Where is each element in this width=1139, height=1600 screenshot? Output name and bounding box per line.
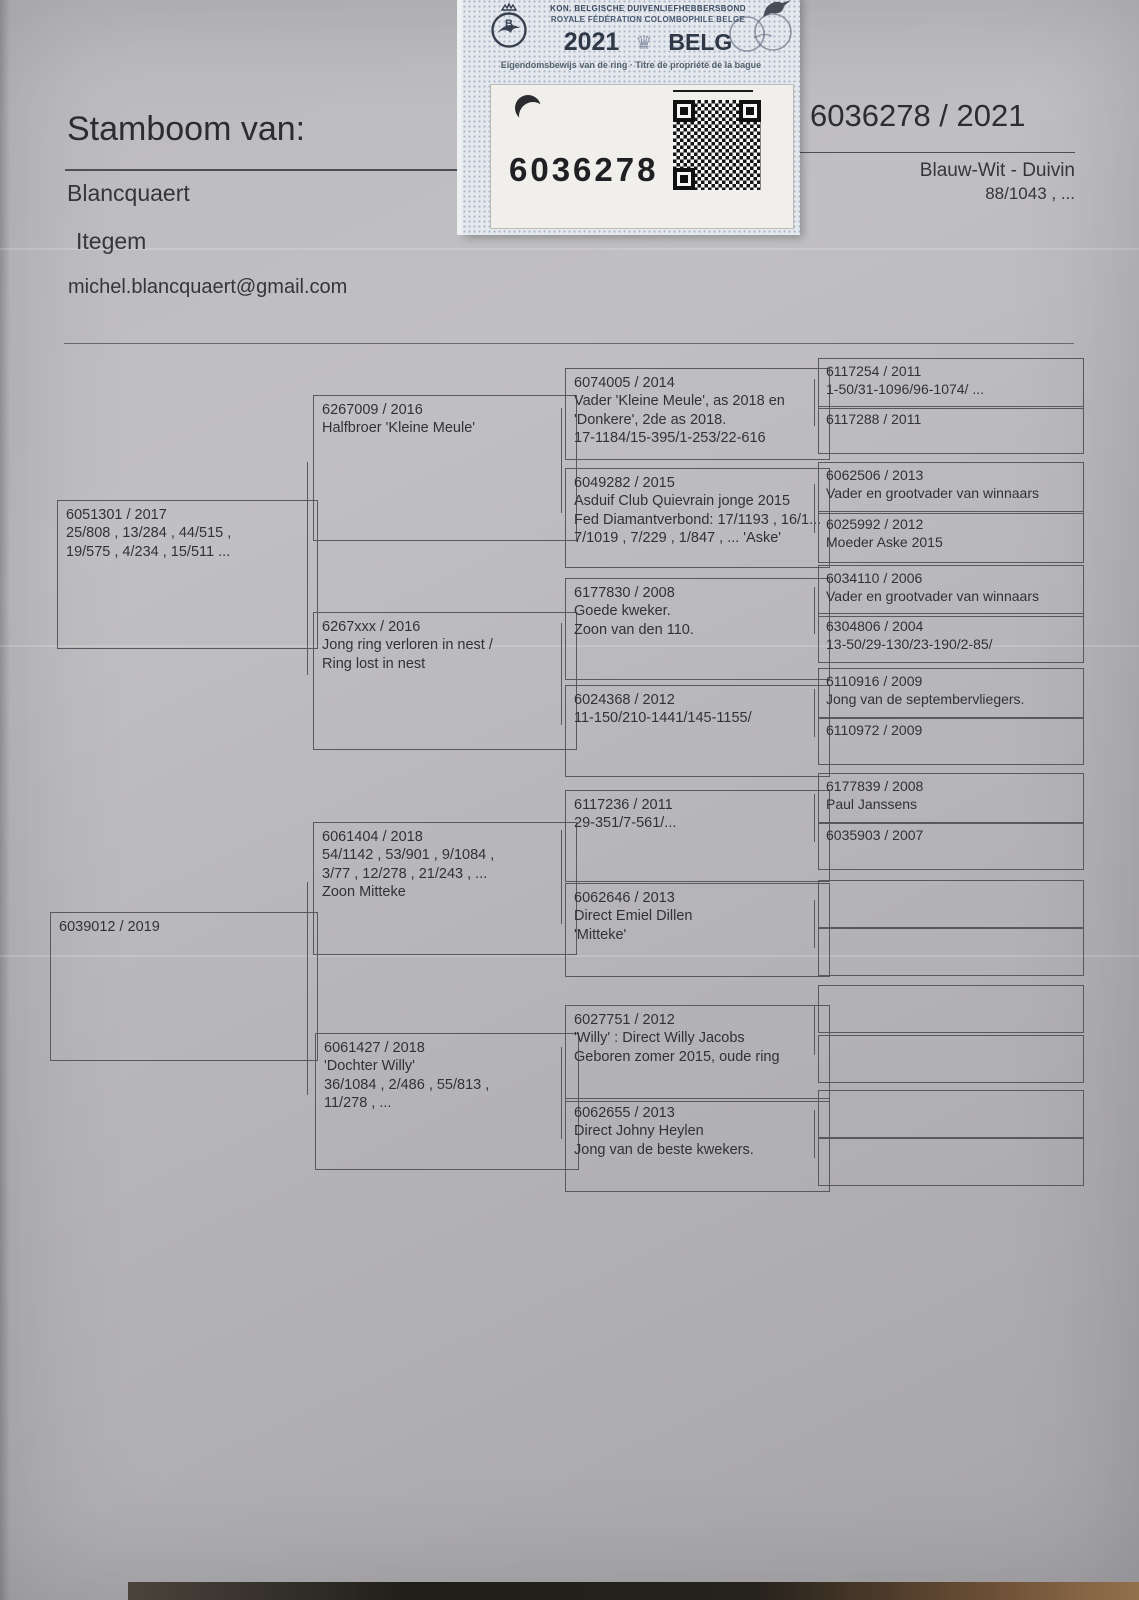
crown-icon: ♛ (635, 31, 653, 54)
pedigree-box-gggp-4: 6025992 / 2012 Moeder Aske 2015 (818, 511, 1084, 563)
punch-hole (515, 95, 541, 121)
svg-text:B: B (505, 18, 513, 30)
bird-color-sex: Blauw-Wit - Duivin (919, 160, 1075, 181)
tree-connector-line (561, 830, 562, 924)
tree-connector-line (814, 900, 815, 948)
pedigree-box-ggp-7: 6027751 / 2012 'Willy' : Direct Willy Jacobs Geboren zomer 2015, oude ring (565, 1005, 830, 1102)
ownership-caption: Eigendomsbewijs van de ring · Titre de propriété de la bague (500, 60, 762, 70)
federation-name-nl: KON. BELGISCHE DUIVENLIEFHEBBERSBOND (550, 4, 746, 13)
pedigree-box-gggp-1: 6117254 / 2011 1-50/31-1096/96-1074/ ... (818, 358, 1084, 409)
pedigree-box-ggp-4: 6024368 / 2012 11-150/210-1441/145-1155/ (565, 685, 830, 777)
qr-finder (673, 168, 695, 190)
pedigree-box-gggp-10: 6035903 / 2007 (818, 822, 1084, 870)
tree-connector-line (561, 1047, 562, 1139)
qr-top-line (673, 90, 753, 92)
ring-label (490, 84, 794, 229)
pedigree-box-gggp-9: 6177839 / 2008 Paul Janssens (818, 773, 1084, 824)
pedigree-box-ggp-2: 6049282 / 2015 Asduif Club Quievrain jonge 2015 Fed Diamantverbond: 17/1193 , 16/1... 7/1019 , 7/229 , 1/847 , ... 'Aske' (565, 468, 830, 568)
photo-table-edge (128, 1582, 1139, 1600)
pedigree-box-sire: 6051301 / 2017 25/808 , 13/284 , 44/515 , 19/575 , 4/234 , 15/511 ... (57, 500, 318, 649)
bird-ring-number: 6036278 / 2021 (810, 98, 1026, 133)
pedigree-box-ggp-3: 6177830 / 2008 Goede kweker. Zoon van den 110. (565, 578, 830, 680)
ring-number: 6036278 (509, 151, 659, 188)
bird-results: 88/1043 , ... (985, 184, 1075, 203)
title-underline (65, 169, 462, 171)
ring-country: BELG (668, 29, 733, 55)
pedigree-box-ggp-1: 6074005 / 2014 Vader 'Kleine Meule', as 2018 en 'Donkere', 2de as 2018. 17-1184/15-395/1-253/22-616 (565, 368, 830, 460)
ring-ownership-card (462, 0, 800, 235)
pedigree-box-ggp-8: 6062655 / 2013 Direct Johny Heylen Jong van de beste kwekers. (565, 1098, 830, 1192)
qr-finder (739, 100, 761, 122)
pedigree-box-gggp-5: 6034110 / 2006 Vader en grootvader van winnaars (818, 565, 1084, 617)
pedigree-box-gggp-15 (818, 1090, 1084, 1138)
tree-connector-line (814, 587, 815, 634)
pedigree-box-gggp-7: 6110916 / 2009 Jong van de septembervliegers. (818, 668, 1084, 719)
tree-connector-line (814, 484, 815, 533)
pedigree-box-gp-3: 6061404 / 2018 54/1142 , 53/901 , 9/1084 , 3/77 , 12/278 , 21/243 , ... Zoon Mitteke (313, 822, 577, 955)
tree-connector-line (307, 462, 308, 675)
fancier-city: Itegem (76, 228, 147, 254)
scan-edge-shadow (0, 0, 10, 1600)
tree-connector-line (814, 689, 815, 737)
pedigree-box-gp-4: 6061427 / 2018 'Dochter Willy' 36/1084 , 2/486 , 55/813 , 11/278 , ... (315, 1033, 579, 1170)
pedigree-box-gggp-16 (818, 1138, 1084, 1186)
tree-connector-line (814, 1005, 815, 1055)
pedigree-box-gp-1: 6267009 / 2016 Halfbroer 'Kleine Meule' (313, 395, 577, 541)
pedigree-box-gggp-6: 6304806 / 2004 13-50/29-130/23-190/2-85/ (818, 613, 1084, 663)
fancier-email: michel.blancquaert@gmail.com (68, 276, 348, 298)
page-title: Stamboom van: (67, 110, 306, 148)
pedigree-box-gggp-12 (818, 928, 1084, 976)
paper-crease (0, 248, 1139, 250)
tree-connector-line (814, 1110, 815, 1158)
federation-logo-icon (486, 2, 532, 52)
pedigree-box-gggp-11 (818, 880, 1084, 928)
pedigree-box-gggp-2: 6117288 / 2011 (818, 406, 1084, 454)
pedigree-box-gp-2: 6267xxx / 2016 Jong ring verloren in nest / Ring lost in nest (313, 612, 577, 750)
tree-connector-line (814, 794, 815, 842)
qr-finder (673, 100, 695, 122)
tree-connector-line (814, 379, 815, 426)
bird-underline (800, 152, 1075, 153)
pedigree-box-gggp-3: 6062506 / 2013 Vader en grootvader van winnaars (818, 462, 1084, 514)
header-divider-line (64, 343, 1074, 344)
pedigree-box-ggp-5: 6117236 / 2011 29-351/7-561/... (565, 790, 830, 882)
pedigree-box-dam: 6039012 / 2019 (50, 912, 318, 1061)
ring-year: 2021 (563, 28, 620, 56)
pedigree-box-ggp-6: 6062646 / 2013 Direct Emiel Dillen 'Mitteke' (565, 883, 830, 977)
tree-connector-line (561, 408, 562, 513)
fancier-name: Blancquaert (67, 180, 190, 206)
federation-name-fr: ROYALE FÉDÉRATION COLOMBOPHILE BELGE (550, 15, 746, 24)
qr-code-icon (673, 100, 761, 190)
pedigree-box-gggp-8: 6110972 / 2009 (818, 717, 1084, 765)
tree-connector-line (307, 882, 308, 1095)
pedigree-box-gggp-13 (818, 985, 1084, 1033)
pedigree-box-gggp-14 (818, 1035, 1084, 1083)
pigeon-stamp-icon (724, 0, 796, 56)
tree-connector-line (561, 623, 562, 725)
